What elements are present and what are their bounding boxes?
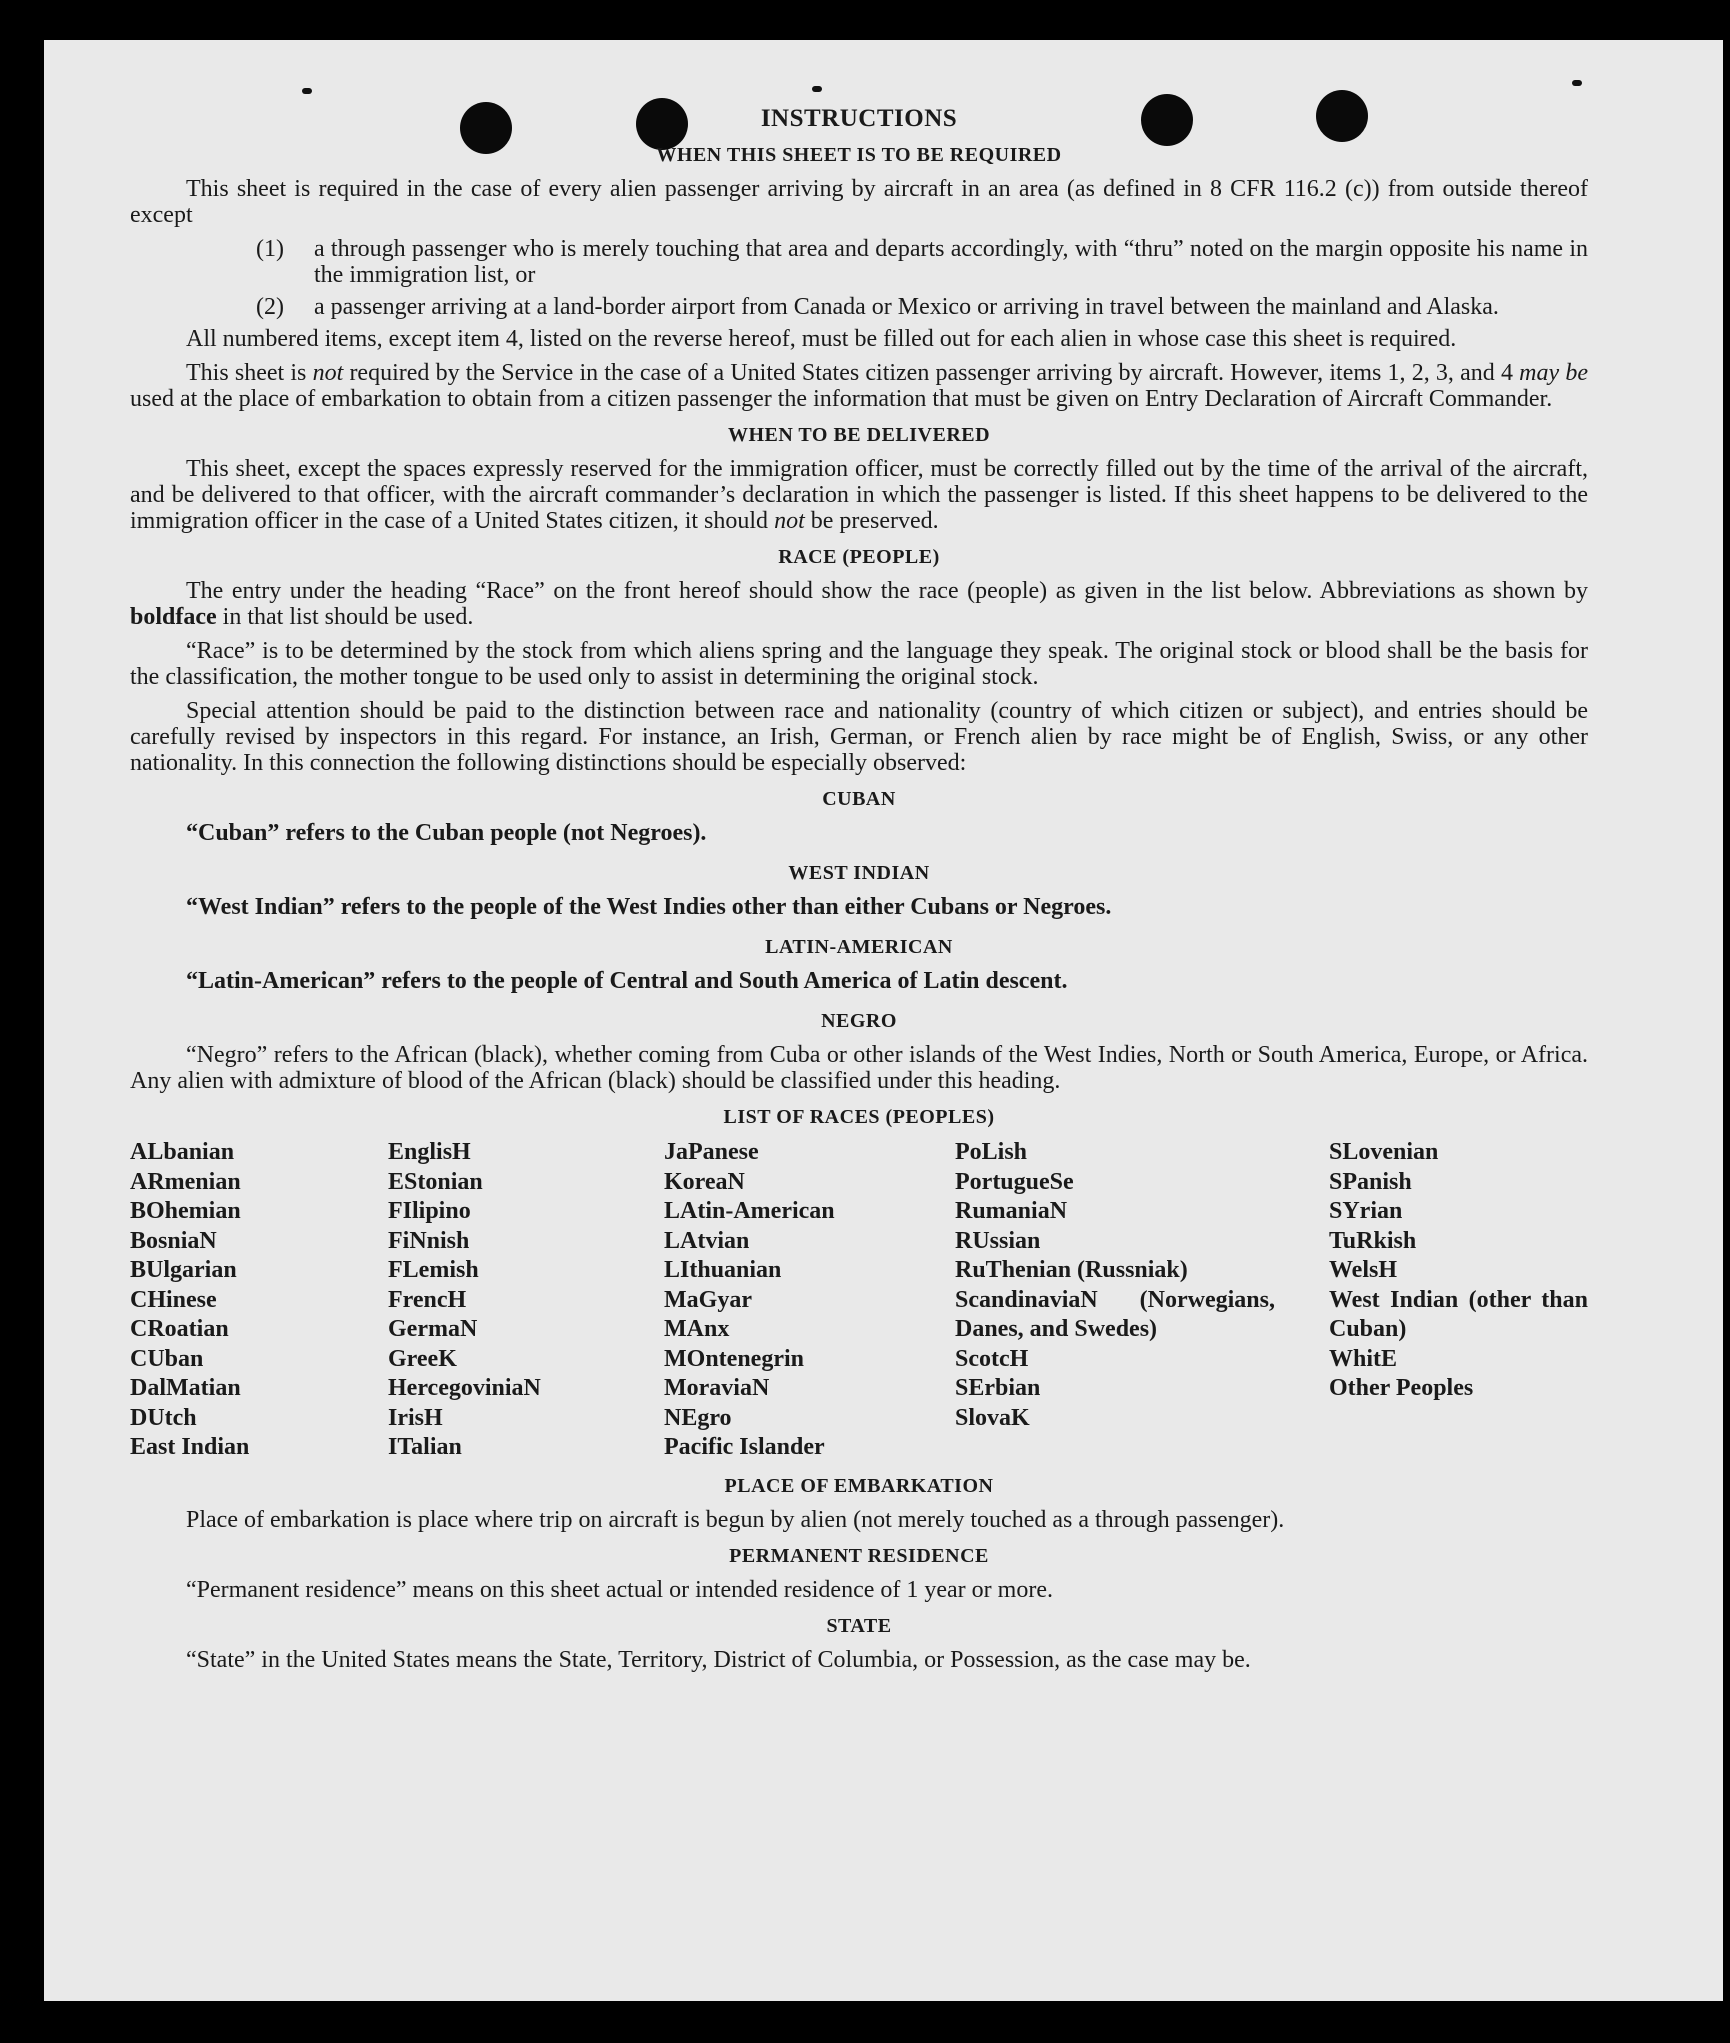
section-heading-west-indian: WEST INDIAN: [788, 862, 930, 884]
race-entry: RUssian: [955, 1227, 1041, 1254]
section-heading-delivered: WHEN TO BE DELIVERED: [727, 424, 991, 446]
item-text: a through passenger who is merely touching that area and departs accordingly, with “thru” noted on the margin opposite his name in the immigration list, or: [314, 236, 1588, 288]
paragraph: The entry under the heading “Race” on the front hereof should show the race (people) as given in the list below. Abbreviations as shown by boldface in that list should be used.: [130, 578, 1588, 630]
item-number: (2): [256, 294, 284, 320]
race-entry: JaPanese: [664, 1139, 759, 1165]
race-entry: CUban: [130, 1345, 204, 1372]
paragraph: This sheet, except the spaces expressly reserved for the immigration officer, must be correctly filled out by the time of the arrival of the aircraft, and be delivered to that officer, with the aircraft commander’s declaration in which the passenger is listed. If this sheet happens to be delivered to the immigration officer in the case of a United States citizen, it should not be preserved.: [130, 456, 1588, 534]
race-entry: LAtvian: [664, 1227, 750, 1254]
race-entry: FiNnish: [388, 1227, 470, 1254]
definition-cuban: “Cuban” refers to the Cuban people (not Negroes).: [186, 820, 707, 846]
race-entry: SYrian: [1329, 1198, 1403, 1224]
race-entry: ITalian: [388, 1434, 462, 1460]
race-entry: GreeK: [388, 1345, 457, 1372]
race-entry: KoreaN: [664, 1168, 745, 1195]
race-entry: East Indian: [130, 1434, 250, 1460]
race-entry: SErbian: [955, 1375, 1041, 1401]
race-entry: RumaniaN: [955, 1198, 1068, 1224]
section-heading-cuban: CUBAN: [822, 788, 896, 810]
races-column: [1329, 1138, 1588, 1463]
race-entry: FLemish: [388, 1257, 479, 1283]
instructions-content: [130, 106, 1588, 1681]
race-entry: HercegoviniaN: [388, 1375, 541, 1401]
race-entry: LIthuanian: [664, 1257, 782, 1283]
race-entry: ALbanian: [130, 1139, 235, 1165]
race-entry: GermaN: [388, 1316, 478, 1342]
race-entry: SPanish: [1329, 1168, 1412, 1195]
item-number: (1): [256, 236, 284, 262]
section-heading-state: STATE: [826, 1614, 892, 1637]
race-entry: SLovenian: [1329, 1139, 1439, 1165]
race-entry: NEgro: [664, 1404, 732, 1431]
paragraph: This sheet is required in the case of every alien passenger arriving by aircraft in an area (as defined in 8 CFR 116.2 (c)) from outside thereof except: [130, 176, 1588, 228]
section-heading-latin-american: LATIN-AMERICAN: [765, 936, 953, 958]
races-column: [388, 1138, 664, 1463]
race-entry: MoraviaN: [664, 1375, 770, 1401]
list-item: [130, 236, 1588, 288]
race-entry: BosniaN: [130, 1227, 217, 1254]
race-entry: EnglisH: [388, 1139, 471, 1165]
definition-west-indian: “West Indian” refers to the people of the West Indies other than either Cubans or Negroes.: [186, 894, 1112, 920]
section-heading-races-list: LIST OF RACES (PEOPLES): [723, 1106, 995, 1128]
document-sheet: [44, 40, 1723, 2001]
races-list: [130, 1138, 1588, 1463]
race-entry: PortugueSe: [955, 1168, 1074, 1195]
paragraph: “Race” is to be determined by the stock from which aliens spring and the language they speak. The original stock or blood shall be the basis for the classification, the mother tongue to be used only to assist in determining the original stock.: [130, 638, 1588, 690]
page-title: INSTRUCTIONS: [760, 105, 958, 132]
race-entry: MOntenegrin: [664, 1345, 804, 1372]
race-entry: Other Peoples: [1329, 1375, 1474, 1401]
section-heading-negro: NEGRO: [821, 1010, 897, 1032]
races-column: [130, 1138, 388, 1463]
section-heading-race: RACE (PEOPLE): [778, 546, 940, 568]
race-entry: EStonian: [388, 1168, 483, 1195]
race-entry: LAtin-American: [664, 1198, 835, 1224]
paragraph: “Negro” refers to the African (black), whether coming from Cuba or other islands of the West Indies, North or South America, Europe, or Africa. Any alien with admixture of blood of the African (black) should be classified under this heading.: [130, 1042, 1588, 1094]
race-entry: BUlgarian: [130, 1257, 237, 1283]
race-entry: RuThenian (Russniak): [955, 1257, 1188, 1283]
race-entry: West Indian (other than Cuban): [1329, 1286, 1588, 1342]
speck-mark: [812, 86, 822, 92]
definition-latin-american: “Latin-American” refers to the people of Central and South America of Latin descent.: [186, 968, 1068, 994]
section-heading-permanent-residence: PERMANENT RESIDENCE: [729, 1544, 989, 1567]
paragraph: This sheet is not required by the Service in the case of a United States citizen passenger arriving by aircraft. However, items 1, 2, 3, and 4 may be used at the place of embarkation to obtain from a citizen passenger the information that must be given on Entry Declaration of Aircraft Commander.: [130, 360, 1589, 412]
race-entry: DUtch: [130, 1404, 197, 1431]
race-entry: SlovaK: [955, 1404, 1030, 1431]
race-entry: FIlipino: [388, 1198, 471, 1224]
race-entry: FrencH: [388, 1286, 467, 1313]
speck-mark: [1572, 80, 1582, 86]
race-entry: PoLish: [955, 1139, 1028, 1165]
race-entry: ScandinaviaN (Norwegians, Danes, and Swedes): [955, 1286, 1275, 1342]
paragraph: “Permanent residence” means on this sheet actual or intended residence of 1 year or more.: [186, 1576, 1053, 1603]
race-entry: WelsH: [1329, 1257, 1398, 1283]
race-entry: BOhemian: [130, 1198, 241, 1224]
speck-mark: [302, 88, 312, 94]
race-entry: IrisH: [388, 1404, 443, 1431]
races-column: [955, 1138, 1329, 1463]
race-entry: TuRkish: [1329, 1227, 1417, 1254]
list-item: [130, 294, 1588, 320]
item-text: a passenger arriving at a land-border airport from Canada or Mexico or arriving in travel between the mainland and Alaska.: [314, 294, 1499, 320]
paragraph: All numbered items, except item 4, listed on the reverse hereof, must be filled out for each alien in whose case this sheet is required.: [186, 326, 1457, 352]
race-entry: CHinese: [130, 1286, 217, 1313]
race-entry: CRoatian: [130, 1316, 229, 1342]
race-entry: DalMatian: [130, 1375, 241, 1401]
races-column: [664, 1138, 955, 1463]
race-entry: Pacific Islander: [664, 1434, 825, 1460]
race-entry: ScotcH: [955, 1345, 1029, 1372]
section-heading-embarkation: PLACE OF EMBARKATION: [724, 1474, 994, 1497]
paragraph: Special attention should be paid to the distinction between race and nationality (country of which citizen or subject), and entries should be carefully revised by inspectors in this regard. For instance, an Irish, German, or French alien by race might be of English, Swiss, or any other nationality. In this connection the following distinctions should be especially observed:: [130, 698, 1588, 776]
paragraph: “State” in the United States means the State, Territory, District of Columbia, or Possession, as the case may be.: [186, 1646, 1251, 1673]
race-entry: MaGyar: [664, 1286, 752, 1313]
race-entry: MAnx: [664, 1316, 730, 1342]
race-entry: WhitE: [1329, 1345, 1398, 1372]
paragraph: Place of embarkation is place where trip on aircraft is begun by alien (not merely touched as a through passenger).: [186, 1506, 1285, 1533]
race-entry: ARmenian: [130, 1168, 241, 1195]
section-heading-required: WHEN THIS SHEET IS TO BE REQUIRED: [656, 144, 1062, 166]
